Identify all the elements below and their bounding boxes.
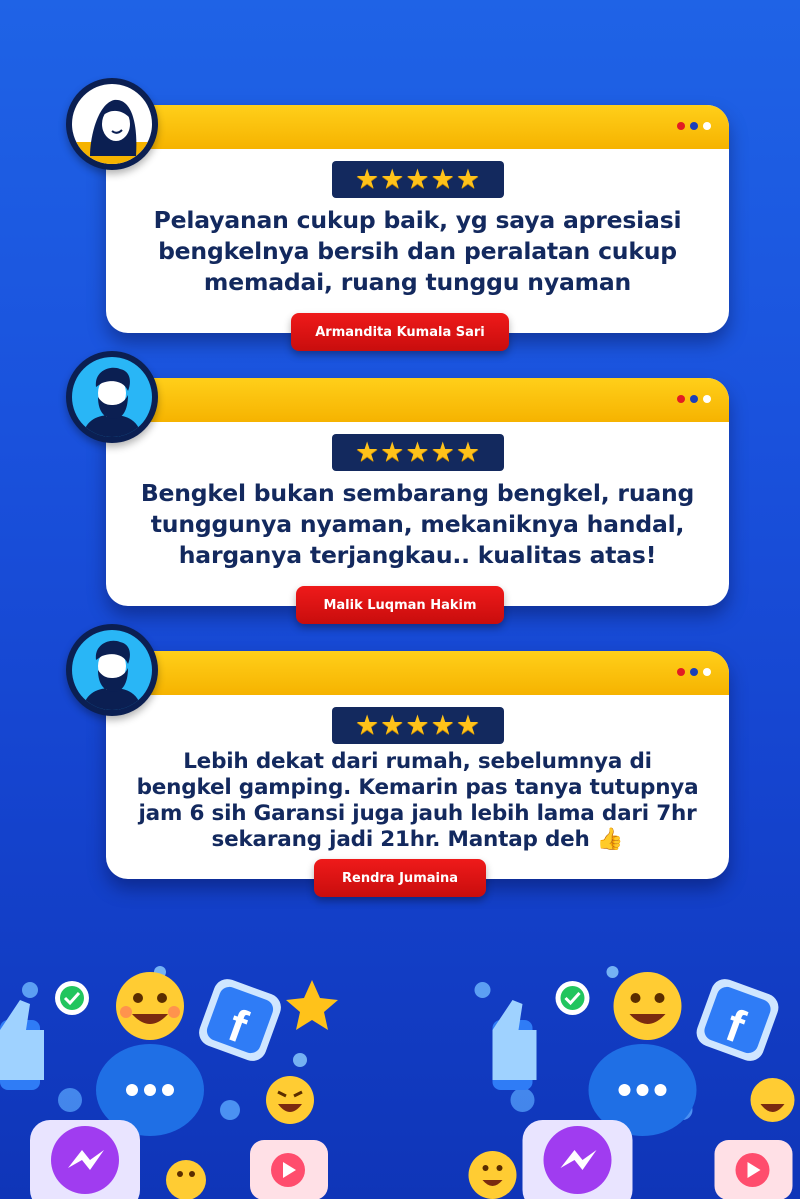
social-media-decoration [0, 960, 340, 1199]
emoji-icon [469, 1151, 517, 1199]
window-dots [677, 122, 711, 130]
star-icon: ★ [455, 437, 481, 468]
card-header-bar [106, 651, 729, 695]
woman-avatar-icon [66, 78, 158, 170]
star-icon: ★ [430, 164, 455, 195]
star-icon: ★ [354, 164, 380, 195]
bearded-man-avatar-icon [66, 624, 158, 716]
svg-text:f: f [221, 998, 255, 1053]
star-rating [332, 161, 504, 198]
star-rating [332, 707, 504, 744]
review-card [106, 105, 729, 333]
facebook-icon [693, 975, 783, 1065]
star-icon: ★ [354, 437, 380, 468]
reviewer-name-tag: Malik Luqman Hakim [296, 586, 504, 624]
review-text: Bengkel bukan sembarang bengkel, ruang tunggunya nyaman, mekaniknya handal, harganya terjangkau.. kualitas atas! [140, 479, 695, 569]
reviewer-name-tag: Armandita Kumala Sari [291, 313, 509, 351]
check-icon [55, 981, 89, 1015]
svg-text:f: f [719, 998, 752, 1053]
emoji-icon [614, 972, 682, 1040]
review-card [106, 651, 729, 879]
facebook-icon [195, 975, 285, 1065]
thumbs-up-icon [0, 1000, 44, 1090]
emoji-icon [116, 972, 184, 1040]
reviewer-name-tag: Rendra Jumaina [314, 859, 486, 897]
messenger-icon [30, 1120, 140, 1199]
star-icon: ★ [380, 164, 405, 195]
star-icon: ★ [405, 710, 430, 741]
emoji-icon [266, 1076, 314, 1124]
star-icon: ★ [455, 164, 481, 195]
star-icon: ★ [380, 437, 405, 468]
star-icon: ★ [354, 710, 380, 741]
window-dots [677, 668, 711, 676]
review-text: Pelayanan cukup baik, yg saya apresiasi bengkelnya bersih dan peralatan cukup memadai, ruang tunggu nyaman [153, 206, 682, 296]
window-dots [677, 395, 711, 403]
review-card [106, 378, 729, 606]
card-header-bar [106, 105, 729, 149]
review-text: Lebih dekat dari rumah, sebelumnya di bengkel gamping. Kemarin pas tanya tutupnya jam 6 sih Garansi juga jauh lebih lama dari 7hr sekarang jadi 21hr. Mantap deh 👍 [136, 749, 699, 852]
play-icon [715, 1140, 793, 1199]
social-media-decoration [445, 960, 800, 1199]
check-icon [556, 981, 590, 1015]
emoji-icon [166, 1160, 206, 1199]
thumbs-up-icon [493, 1000, 537, 1090]
card-header-bar [106, 378, 729, 422]
star-icon: ★ [380, 710, 405, 741]
emoji-icon [751, 1078, 795, 1122]
star-icon: ★ [430, 437, 455, 468]
star-icon: ★ [430, 710, 455, 741]
star-icon: ★ [455, 710, 481, 741]
star-rating [332, 434, 504, 471]
star-icon [286, 980, 338, 1030]
messenger-icon [523, 1120, 633, 1199]
star-icon: ★ [405, 437, 430, 468]
play-icon [250, 1140, 328, 1199]
star-icon: ★ [405, 164, 430, 195]
bearded-man-avatar-icon [66, 351, 158, 443]
